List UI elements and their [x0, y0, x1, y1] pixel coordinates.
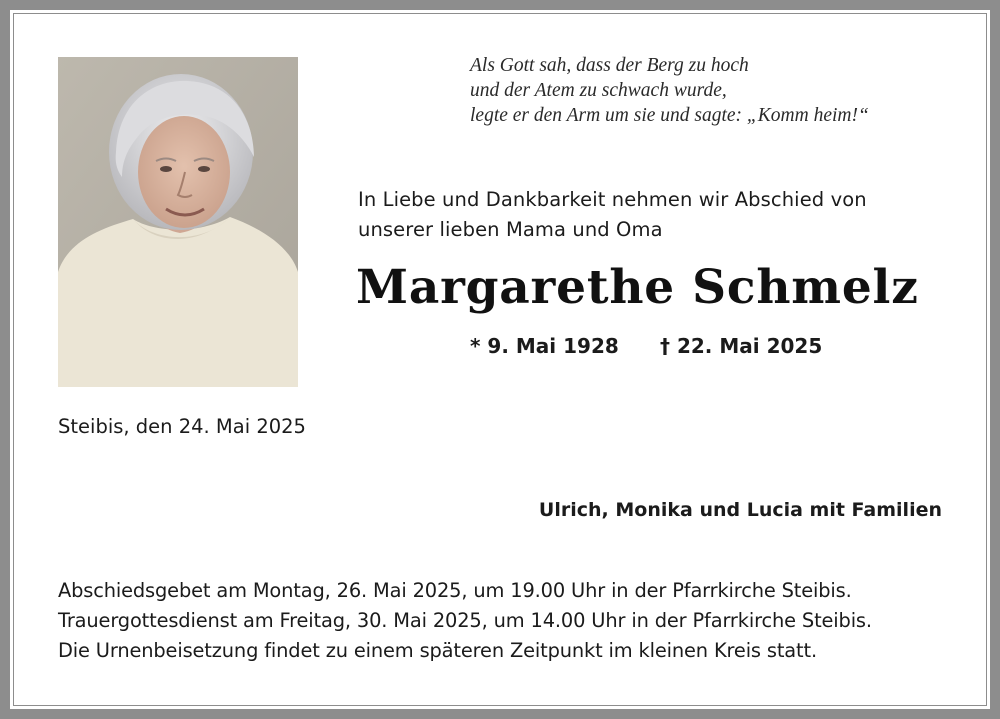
portrait-illustration	[58, 57, 298, 387]
intro-line: In Liebe und Dankbarkeit nehmen wir Abschied von	[358, 188, 867, 211]
deceased-name: Margarethe Schmelz	[356, 260, 919, 315]
portrait-photo	[58, 57, 298, 387]
place-and-date: Steibis, den 24. Mai 2025	[58, 415, 306, 438]
intro-text	[358, 185, 867, 245]
birth-date: * 9. Mai 1928	[470, 334, 619, 358]
service-line: Die Urnenbeisetzung findet zu einem späteren Zeitpunkt im kleinen Kreis statt.	[58, 639, 817, 662]
death-date: † 22. Mai 2025	[660, 334, 823, 358]
quote-line: und der Atem zu schwach wurde,	[470, 80, 727, 101]
intro-line: unserer lieben Mama und Oma	[358, 218, 663, 241]
quote-line: Als Gott sah, dass der Berg zu hoch	[470, 55, 749, 76]
quote	[470, 53, 869, 128]
service-line: Abschiedsgebet am Montag, 26. Mai 2025, um 19.00 Uhr in der Pfarrkirche Steibis.	[58, 579, 852, 602]
service-details	[58, 576, 872, 666]
quote-line: legte er den Arm um sie und sagte: „Komm heim!“	[470, 105, 869, 126]
service-line: Trauergottesdienst am Freitag, 30. Mai 2025, um 14.00 Uhr in der Pfarrkirche Steibis.	[58, 609, 872, 632]
family-signature: Ulrich, Monika und Lucia mit Familien	[538, 499, 942, 521]
